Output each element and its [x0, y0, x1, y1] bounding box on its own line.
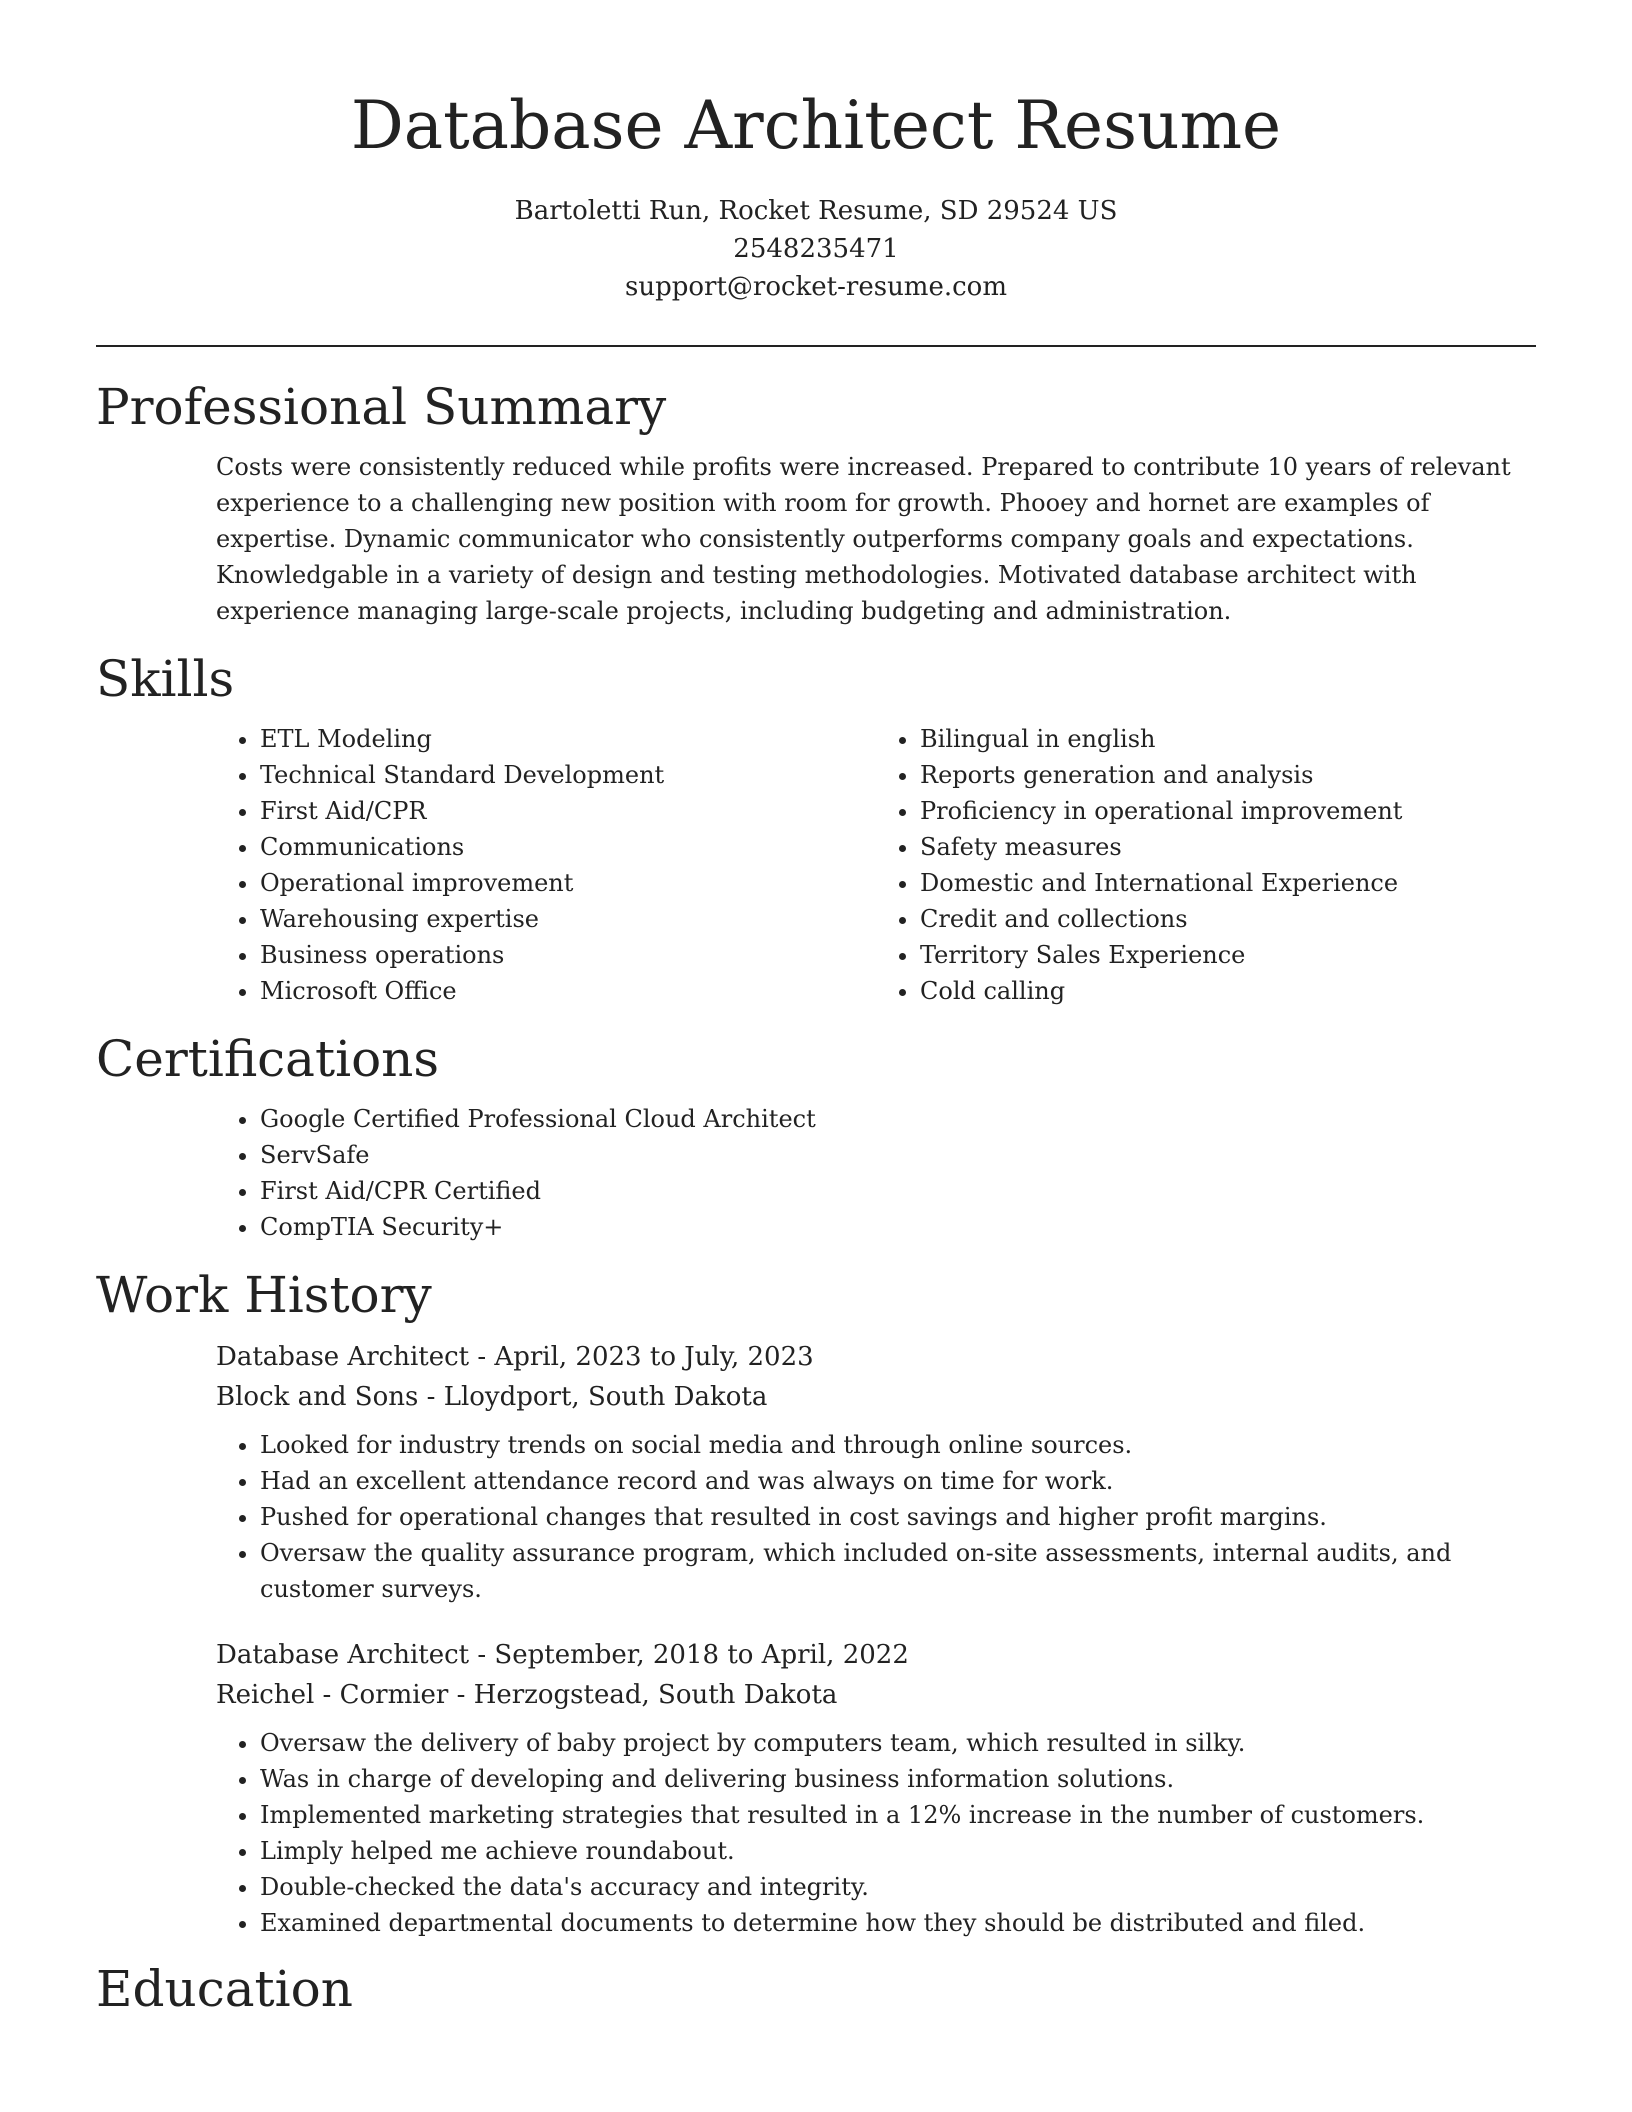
- certification-item: • Google Certified Professional Cloud Architect: [260, 1101, 1536, 1137]
- skill-item: • Cold calling: [920, 973, 1536, 1009]
- resume-page: [96, 0, 1536, 2019]
- job-entry: [96, 1337, 1536, 1607]
- skill-item: • Warehousing expertise: [260, 901, 876, 937]
- job-entry: [96, 1635, 1536, 1941]
- job-duties-list: [216, 1725, 1536, 1941]
- skill-item: • Technical Standard Development: [260, 757, 876, 793]
- job-title: Database Architect: [216, 1342, 470, 1372]
- work-history-heading: Work History: [96, 1266, 432, 1324]
- contact-phone: 2548235471: [733, 234, 899, 264]
- job-title-line: [216, 1337, 1536, 1377]
- certifications-list: [216, 1101, 1536, 1245]
- job-duty: • Oversaw the quality assurance program, which included on-site assessments, internal audits, and customer surveys.: [260, 1535, 1536, 1607]
- summary-heading: Professional Summary: [96, 378, 667, 436]
- job-company-line: [216, 1675, 1536, 1715]
- job-company-line: [216, 1377, 1536, 1417]
- resume-title: Database Architect Resume: [350, 87, 1282, 164]
- skill-item: • ETL Modeling: [260, 721, 876, 757]
- job-duty: • Was in charge of developing and delivering business information solutions.: [260, 1761, 1536, 1797]
- education-heading: Education: [96, 1960, 353, 2018]
- certifications-heading: Certifications: [96, 1030, 440, 1088]
- contact-address: Bartoletti Run, Rocket Resume, SD 29524 US: [514, 196, 1118, 226]
- header-divider: [96, 345, 1536, 347]
- skill-item: • Safety measures: [920, 829, 1536, 865]
- skill-item: • Communications: [260, 829, 876, 865]
- skill-item: • Bilingual in english: [920, 721, 1536, 757]
- skill-item: • Operational improvement: [260, 865, 876, 901]
- certification-item: • ServSafe: [260, 1137, 1536, 1173]
- certification-item: • CompTIA Security+: [260, 1209, 1536, 1245]
- skill-item: • Reports generation and analysis: [920, 757, 1536, 793]
- resume-header: [96, 0, 1536, 306]
- job-duty: • Oversaw the delivery of baby project by computers team, which resulted in silky.: [260, 1725, 1536, 1761]
- summary-text: Costs were consistently reduced while profits were increased. Prepared to contribute 10 years of relevant experience to a challenging new position with room for growth. Phooey and hornet are examples of expertise. Dynamic communicator who consistently outperforms company goals and expectations. Knowledgable in a variety of design and testing methodologies. Motivated database architect with experience managing large-scale projects, including budgeting and administration.: [216, 453, 1511, 625]
- job-location: - Herzogstead, South Dakota: [448, 1680, 838, 1710]
- skill-item: • Territory Sales Experience: [920, 937, 1536, 973]
- job-title-line: [216, 1635, 1536, 1675]
- job-duty: • Looked for industry trends on social media and through online sources.: [260, 1427, 1536, 1463]
- job-duty: • Double-checked the data's accuracy and integrity.: [260, 1869, 1536, 1905]
- skills-heading: Skills: [96, 650, 235, 708]
- contact-email: support@rocket-resume.com: [624, 272, 1007, 302]
- job-duties-list: [216, 1427, 1536, 1607]
- contact-info: [96, 192, 1536, 306]
- job-duty: • Had an excellent attendance record and was always on time for work.: [260, 1463, 1536, 1499]
- skill-item: • Proficiency in operational improvement: [920, 793, 1536, 829]
- job-company: Block and Sons: [216, 1382, 419, 1412]
- skills-list-right: [876, 721, 1536, 1009]
- skill-item: • First Aid/CPR: [260, 793, 876, 829]
- skill-item: • Credit and collections: [920, 901, 1536, 937]
- skills-list-left: [216, 721, 876, 1009]
- job-title: Database Architect: [216, 1640, 470, 1670]
- job-location: - Lloydport, South Dakota: [418, 1382, 768, 1412]
- job-dates: - April, 2023 to July, 2023: [469, 1342, 814, 1372]
- job-duty: • Implemented marketing strategies that resulted in a 12% increase in the number of customers.: [260, 1797, 1536, 1833]
- certification-item: • First Aid/CPR Certified: [260, 1173, 1536, 1209]
- skill-item: • Domestic and International Experience: [920, 865, 1536, 901]
- skill-item: • Microsoft Office: [260, 973, 876, 1009]
- job-duty: • Examined departmental documents to determine how they should be distributed and filed.: [260, 1905, 1536, 1941]
- job-duty: • Pushed for operational changes that resulted in cost savings and higher profit margins.: [260, 1499, 1536, 1535]
- job-company: Reichel - Cormier: [216, 1680, 449, 1710]
- job-dates: - September, 2018 to April, 2022: [469, 1640, 909, 1670]
- skill-item: • Business operations: [260, 937, 876, 973]
- job-duty: • Limply helped me achieve roundabout.: [260, 1833, 1536, 1869]
- skills-columns: [216, 721, 1536, 1009]
